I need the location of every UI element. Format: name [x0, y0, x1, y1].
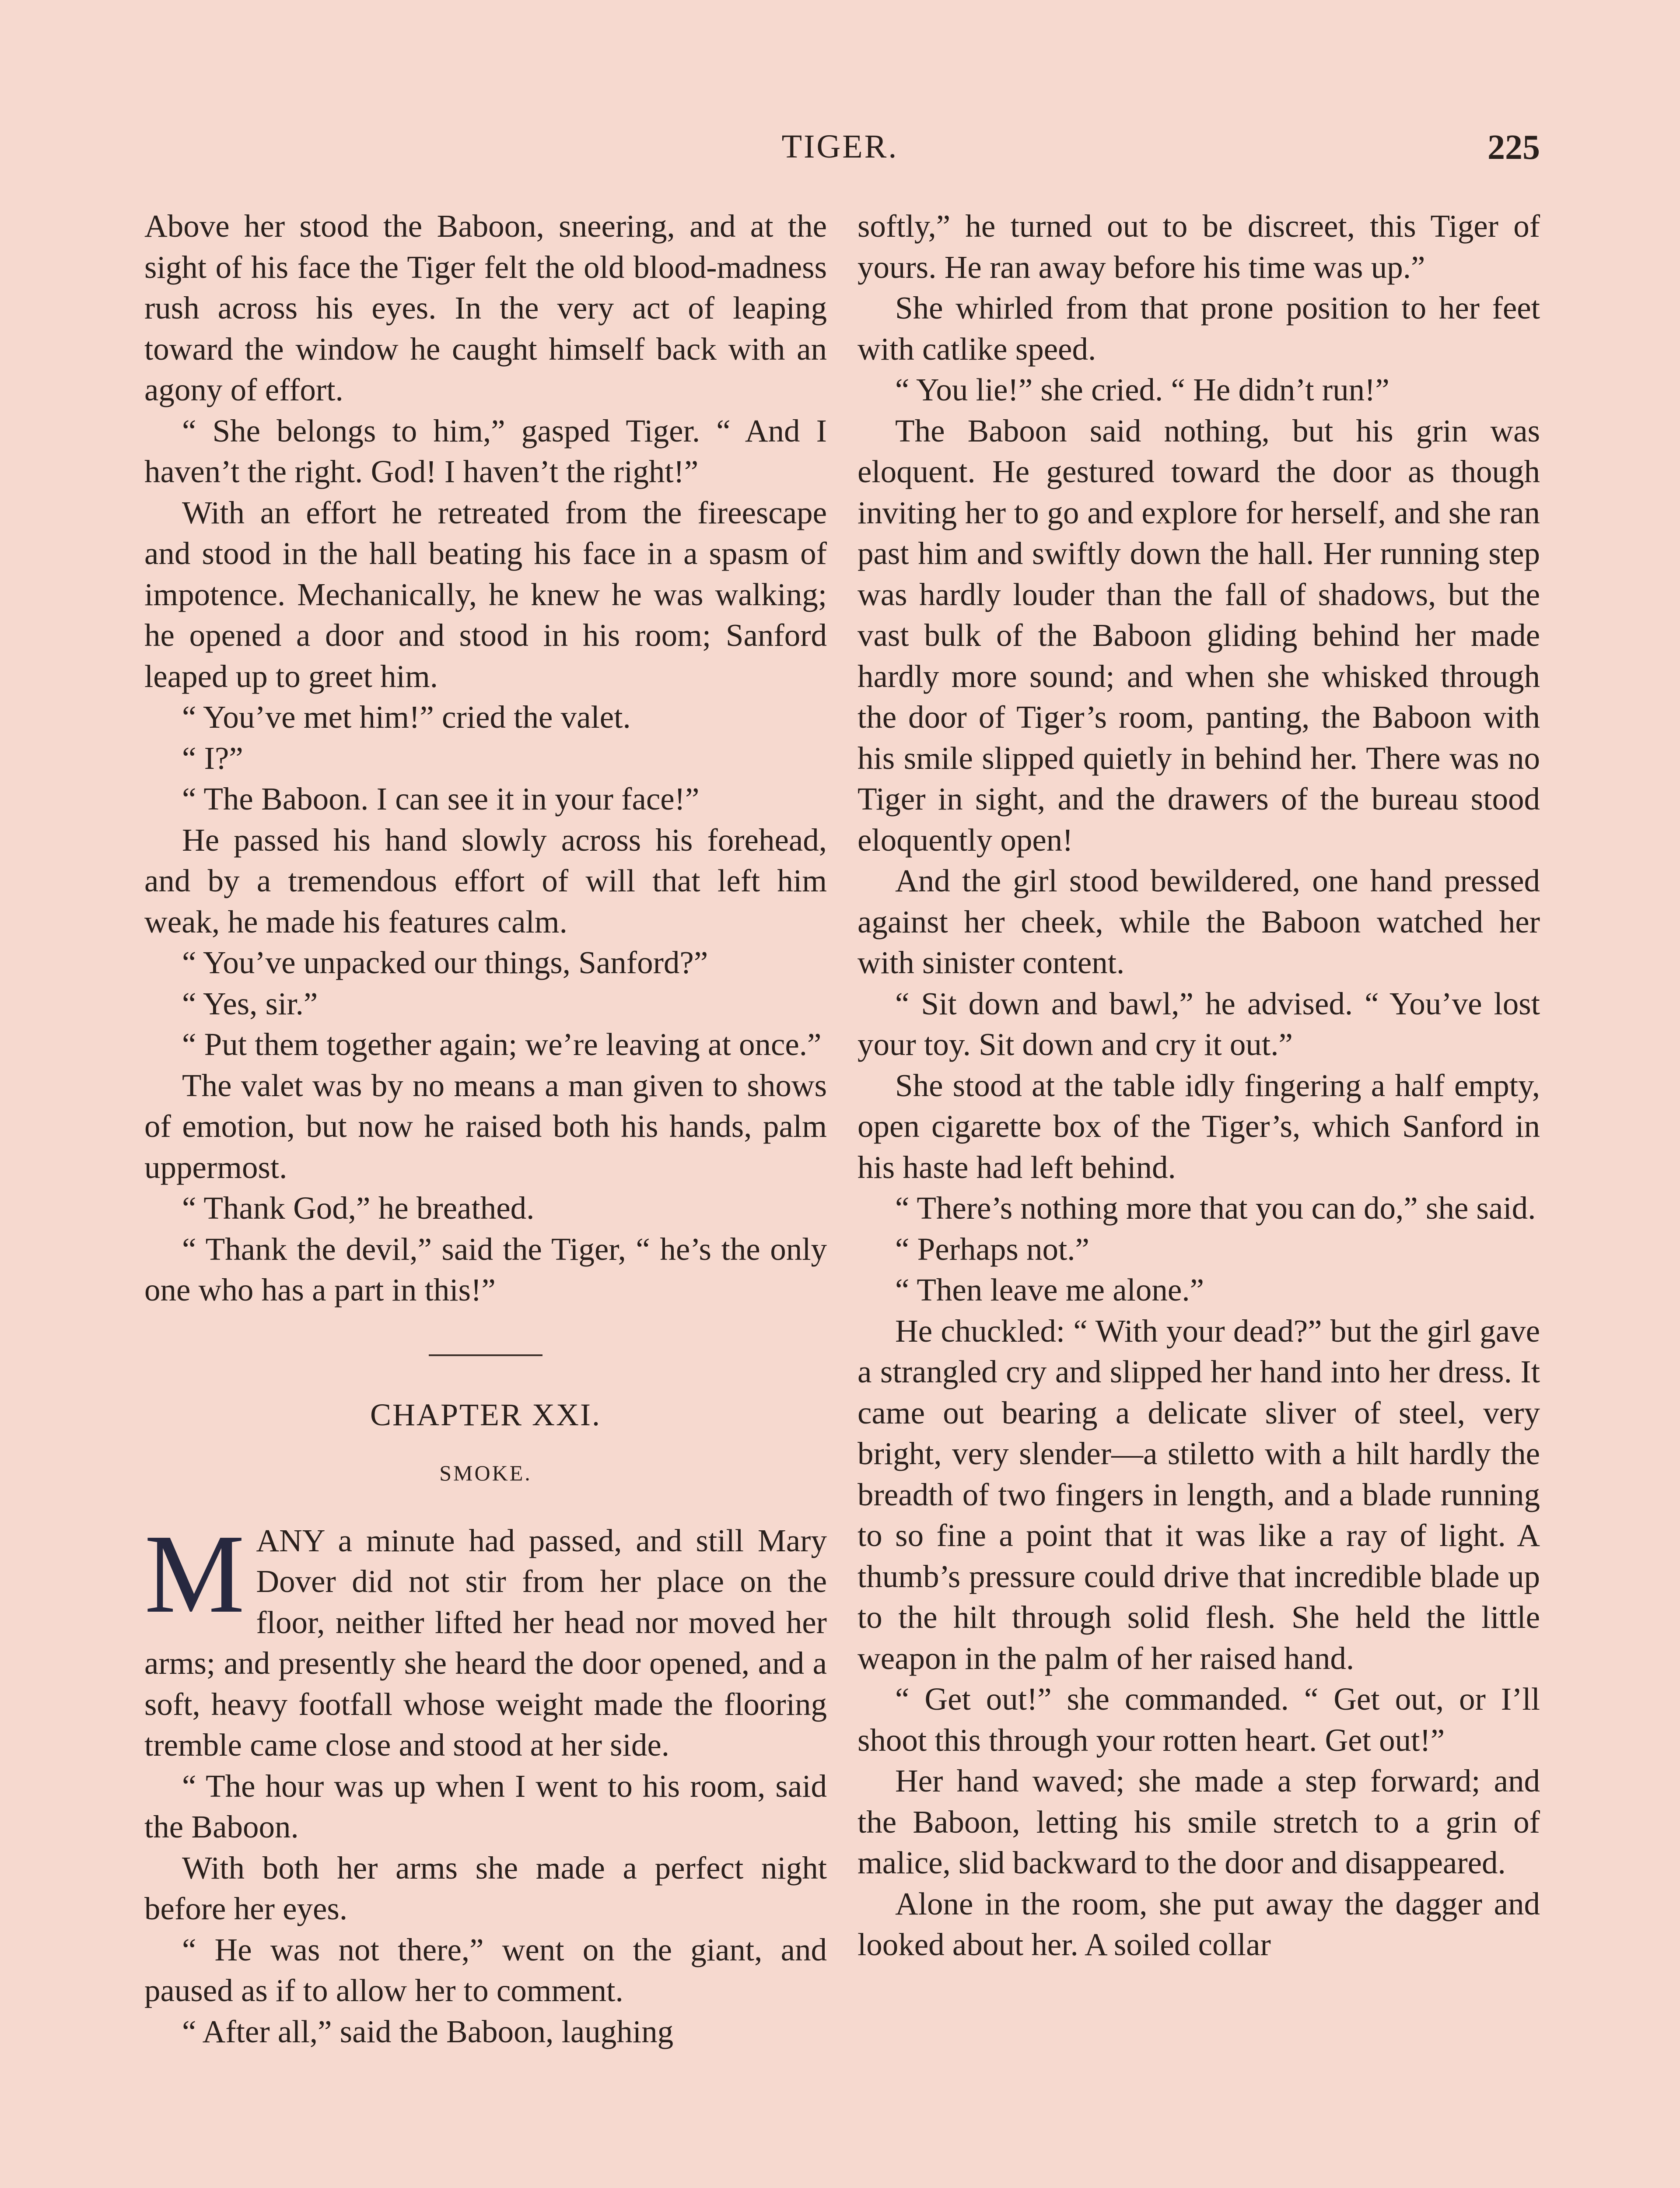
paragraph: The Baboon said nothing, but his grin was eloquent. He gestured toward the door as though inviting her to go and explore for herself, and she ran past him and swiftly down the hall. Her running step was hardly louder than the fall of shadows, but the vast bulk of the Baboon gliding behind her made hardly more sound; and when she whisked through the door of Tiger’s room, panting, the Baboon with his smile slipped quietly in behind her. There was no Tiger in sight, and the drawers of the bureau stood eloquently open!: [858, 413, 1540, 858]
paragraph: “ Then leave me alone.”: [895, 1272, 1204, 1308]
paragraph: “ He was not there,” went on the giant, and paused as if to allow her to comment.: [144, 1932, 827, 2008]
paragraph: “ Perhaps not.”: [895, 1231, 1089, 1267]
paragraph: She whirled from that prone position to her feet with catlike speed.: [858, 290, 1540, 367]
paragraph: Alone in the room, she put away the dagger and looked about her. A soiled collar: [858, 1886, 1540, 1962]
paragraph: She stood at the table idly fingering a half empty, open cigarette box of the Tiger’s, which Sanford in his haste had left behind.: [858, 1067, 1540, 1185]
paragraph: “ I?”: [182, 740, 243, 776]
paragraph: He chuckled: “ With your dead?” but the girl gave a strangled cry and slipped her hand into her dress. It came out bearing a delicate sliver of steel, very bright, very slender—a stiletto with a hilt hardly the breadth of two fingers in length, and a blade running to so fine a point that it was like a ray of light. A thumb’s pressure could drive that incredible blade up to the hilt through solid flesh. She held the little weapon in the palm of her raised hand.: [858, 1313, 1540, 1676]
paragraph: “ Sit down and bawl,” he advised. “ You’ve lost your toy. Sit down and cry it out.”: [858, 985, 1540, 1062]
paragraph: “ You’ve met him!” cried the valet.: [182, 699, 631, 735]
paragraph: “ There’s nothing more that you can do,” she said.: [895, 1190, 1536, 1226]
paragraph: With both her arms she made a perfect night before her eyes.: [144, 1850, 827, 1926]
left-column: [144, 206, 827, 2052]
running-title: TIGER.: [781, 128, 899, 165]
paragraph: “ Thank God,” he breathed.: [182, 1190, 535, 1226]
paragraph: The valet was by no means a man given to shows of emotion, but now he raised both his hands, palm uppermost.: [144, 1067, 827, 1185]
right-column: [858, 206, 1540, 1965]
paragraph: Her hand waved; she made a step forward; and the Baboon, letting his smile stretch to a grin of malice, slid backward to the door and disappeared.: [858, 1763, 1540, 1880]
paragraph: “ Get out!” she commanded. “ Get out, or I’ll shoot this through your rotten heart. Get out!”: [858, 1681, 1540, 1758]
paragraph: “ You’ve unpacked our things, Sanford?”: [182, 945, 708, 980]
paragraph: “ Thank the devil,” said the Tiger, “ he’s the only one who has a part in this!”: [144, 1231, 827, 1308]
section-divider: [429, 1354, 542, 1356]
paragraph: He passed his hand slowly across his forehead, and by a tremendous effort of will that left him weak, he made his features calm.: [144, 822, 827, 940]
paragraph: “ You lie!” she cried. “ He didn’t run!”: [895, 372, 1390, 407]
page-number: 225: [1488, 128, 1540, 167]
paragraph: And the girl stood bewildered, one hand pressed against her cheek, while the Baboon watched her with sinister content.: [858, 863, 1540, 980]
paragraph-continuation: softly,” he turned out to be discreet, this Tiger of yours. He ran away before his time was up.”: [858, 208, 1540, 285]
paragraph: “ The Baboon. I can see it in your face!”: [182, 781, 700, 817]
paragraph: “ After all,” said the Baboon, laughing: [182, 2013, 674, 2049]
paragraph: “ The hour was up when I went to his room, said the Baboon.: [144, 1768, 827, 1844]
paragraph: With an effort he retreated from the fireescape and stood in the hall beating his face in a spasm of impotence. Mechanically, he knew he was walking; he opened a door and stood in his room; Sanford leaped up to greet him.: [144, 494, 827, 694]
chapter-subtitle: SMOKE.: [439, 1461, 532, 1485]
paragraph: “ Put them together again; we’re leaving at once.”: [182, 1027, 822, 1062]
paragraph: Above her stood the Baboon, sneering, and at the sight of his face the Tiger felt the old blood-madness rush across his eyes. In the very act of leaping toward the window he caught himself back with an agony of effort.: [144, 208, 827, 407]
opening-text: ANY a minute had passed, and still Mary Dover did not stir from her place on the floor, neither lifted her head nor moved her arms; and presently she heard the door opened, and a soft, heavy footfall whose weight made the flooring tremble came close and stood at her side.: [144, 1522, 827, 1763]
paragraph: “ Yes, sir.”: [182, 985, 318, 1021]
chapter-title: CHAPTER XXI.: [370, 1397, 601, 1432]
paragraph: “ She belongs to him,” gasped Tiger. “ And I haven’t the right. God! I haven’t the right!”: [144, 413, 827, 489]
drop-cap: M: [144, 1511, 245, 1636]
chapter-opening-paragraph: [144, 1511, 827, 1766]
page-header: [140, 128, 1540, 180]
